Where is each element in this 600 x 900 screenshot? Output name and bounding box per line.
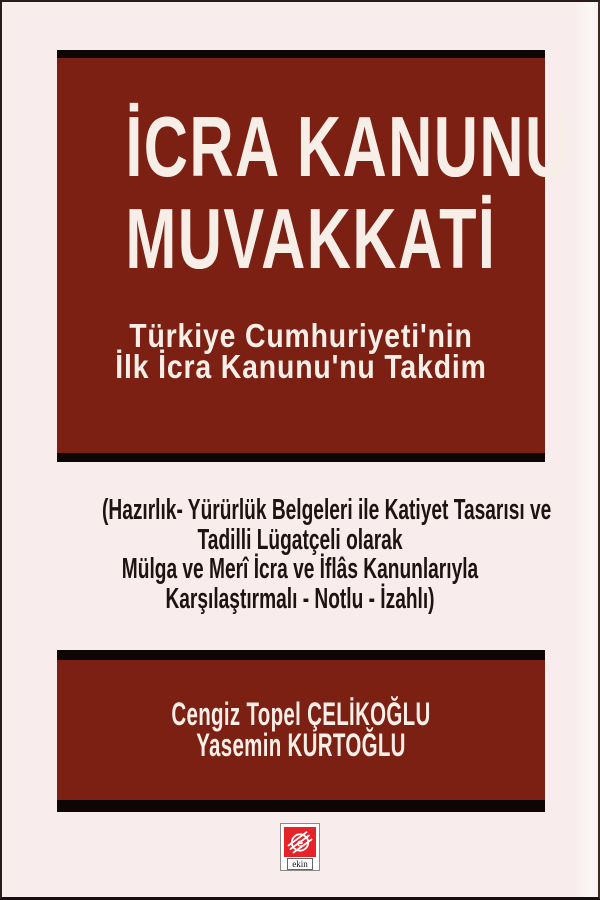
- book-subtitle-line-2: İlk İcra Kanunu'nu Takdim: [115, 348, 487, 385]
- book-subtitle-line-1: Türkiye Cumhuriyeti'nin: [129, 317, 473, 354]
- description-line: Mülga ve Merî İcra ve İflâs Kanunlarıyla: [121, 553, 479, 585]
- title-panel: [57, 50, 571, 462]
- book-title: [57, 100, 571, 287]
- edition-description: [0, 496, 600, 614]
- page-edge-highlight: [572, 2, 598, 897]
- authors: [57, 696, 545, 763]
- author-name-2: Yasemin KURTOĞLU: [196, 727, 406, 763]
- book-title-line-2: MUVAKKATİ: [125, 192, 497, 287]
- description-line: Karşılaştırmalı - Notlu - İzahlı): [165, 582, 435, 615]
- publisher-logo: [280, 823, 320, 871]
- description-line: (Hazırlık- Yürürlük Belgeleri ile Katiyet Tasarısı ve: [101, 494, 552, 526]
- author-panel: [57, 650, 545, 812]
- publisher-name: ekin: [287, 858, 313, 870]
- ekin-swirl-icon: [284, 827, 316, 857]
- book-subtitle: [57, 317, 545, 385]
- author-name-1: Cengiz Topel ÇELİKOĞLU: [171, 696, 431, 732]
- description-line: Tadilli Lügatçeli olarak: [197, 523, 403, 556]
- book-title-line-1: İCRA KANUNU: [125, 100, 571, 195]
- svg-text:e: e: [296, 837, 304, 849]
